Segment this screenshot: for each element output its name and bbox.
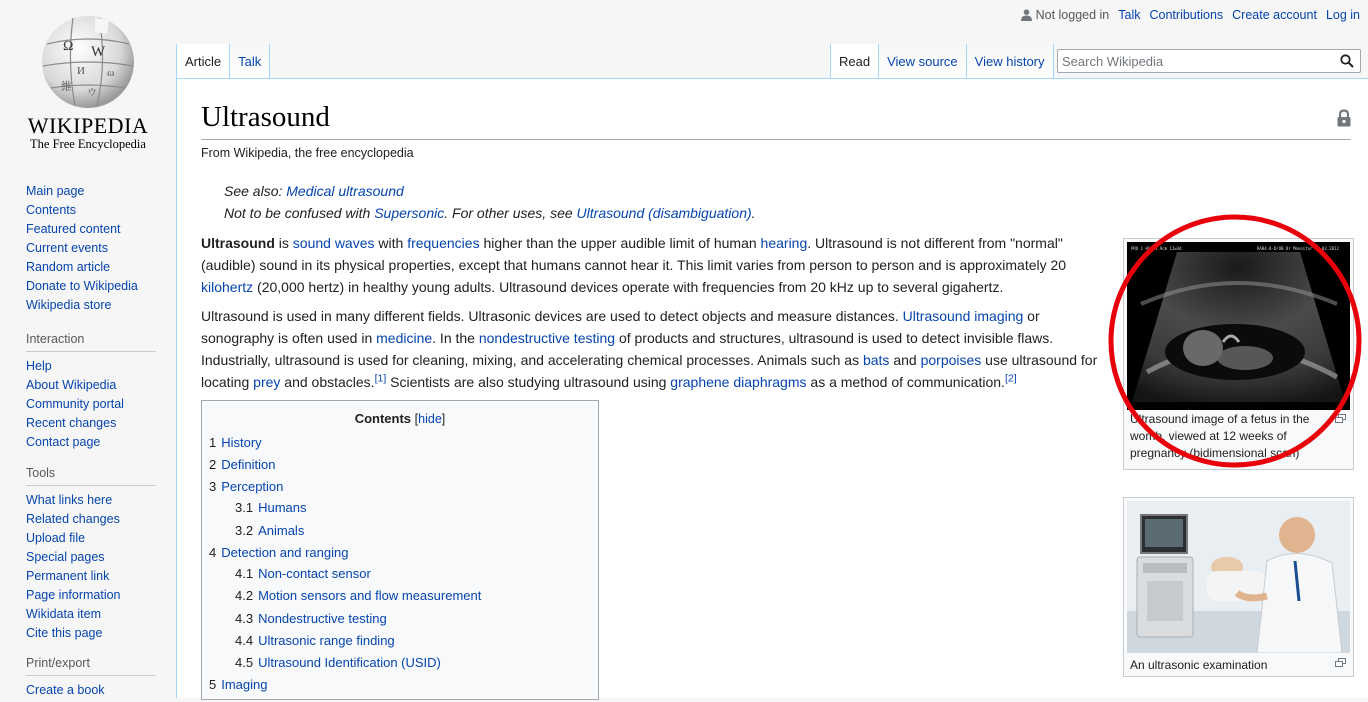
hatnote-text: . For other uses, see <box>444 205 577 221</box>
sidebar-heading-tools: Tools <box>26 466 156 486</box>
sidebar-item-contents[interactable]: Contents <box>26 203 77 217</box>
svg-text:ω: ω <box>107 67 115 79</box>
sidebar-item-community-portal[interactable]: Community portal <box>26 397 124 411</box>
svg-text:И: И <box>77 65 85 77</box>
ultrasound-scan-image[interactable] <box>1127 242 1350 410</box>
reference-2[interactable]: [2] <box>1004 372 1017 385</box>
link-porpoises[interactable]: porpoises <box>920 352 982 368</box>
svg-text:維: 維 <box>61 80 72 93</box>
sidebar-tools <box>26 466 156 645</box>
text: (20,000 hertz) in healthy young adults. Ultrasound devices operate with frequencies from 20 kHz up to several gigahertz. <box>253 279 1004 295</box>
hatnote-text: . <box>751 205 756 221</box>
toc-num: 3 <box>209 479 217 494</box>
toc-num: 4.4 <box>235 633 254 648</box>
sidebar-item-store[interactable]: Wikipedia store <box>26 298 112 312</box>
text: of products and structures, ultrasound is used to detect invisible flaws. Industrially, ultrasound is used for cleaning, mixing, and accelerating chemical processes. Animals such as <box>201 330 1054 368</box>
toc-item-animals[interactable] <box>235 522 304 540</box>
toc-item-detection[interactable] <box>209 544 348 562</box>
user-icon <box>1021 9 1032 21</box>
toc-num: 4.3 <box>235 611 254 626</box>
link-nondestructive-testing[interactable]: nondestructive testing <box>478 330 616 346</box>
toc-num: 5 <box>209 677 217 692</box>
figure-ultrasonic-examination <box>1123 497 1354 677</box>
sidebar-heading-print: Print/export <box>26 656 156 676</box>
namespace-tabs <box>176 44 270 78</box>
toc-item-definition[interactable] <box>209 456 275 474</box>
text: or sonography is often used in <box>201 308 1040 346</box>
sidebar-item-upload-file[interactable]: Upload file <box>26 531 86 545</box>
toc-link[interactable]: History <box>221 435 262 450</box>
link-disambiguation[interactable]: Ultrasound (disambiguation) <box>576 205 752 221</box>
tab-read[interactable]: Read <box>830 44 878 78</box>
sidebar-item-contact-page[interactable]: Contact page <box>26 435 101 449</box>
sidebar-item-page-information[interactable]: Page information <box>26 588 121 602</box>
toc-num: 1 <box>209 435 217 450</box>
search-input[interactable] <box>1062 52 1332 70</box>
talk-link[interactable]: Talk <box>1118 8 1141 22</box>
enlarge-icon[interactable] <box>1335 414 1346 423</box>
text: and obstacles. <box>280 374 375 390</box>
enlarge-icon[interactable] <box>1335 658 1346 667</box>
search-icon[interactable] <box>1340 54 1354 68</box>
figure-caption: Ultrasound image of a fetus in the womb, viewed at 12 weeks of pregnancy (bidimensional scan) <box>1130 412 1310 460</box>
toc-item-history[interactable] <box>209 434 262 452</box>
tagline: The Free Encyclopedia <box>30 137 146 151</box>
personal-tools <box>1021 8 1360 22</box>
sidebar-item-recent-changes[interactable]: Recent changes <box>26 416 117 430</box>
hatnote-see-also <box>224 183 404 199</box>
site-subtitle: From Wikipedia, the free encyclopedia <box>201 146 414 160</box>
text: as a method of communication. <box>806 374 1005 390</box>
view-tabs <box>830 44 1054 78</box>
lock-icon[interactable] <box>1337 109 1351 127</box>
link-hearing[interactable]: hearing <box>760 235 808 251</box>
sidebar-item-permanent-link[interactable]: Permanent link <box>26 569 110 583</box>
article-content <box>176 78 1368 698</box>
sidebar-item-random-article[interactable]: Random article <box>26 260 111 274</box>
not-logged-in-label: Not logged in <box>1035 8 1110 22</box>
svg-text:ウ: ウ <box>87 88 97 99</box>
toc-num: 4.5 <box>235 655 254 670</box>
text: . In the <box>432 330 479 346</box>
paragraph-uses <box>201 305 1103 393</box>
toc-item-non-contact[interactable] <box>235 565 371 583</box>
toc-item-nondestructive[interactable] <box>235 610 387 628</box>
reference-1[interactable]: [1] <box>374 372 387 385</box>
toc-item-range-finding[interactable] <box>235 632 395 650</box>
toc-item-humans[interactable] <box>235 499 307 517</box>
toc-num: 2 <box>209 457 217 472</box>
toc-title: Contents <box>354 411 412 426</box>
create-account-link[interactable]: Create account <box>1232 8 1317 22</box>
toc-num: 4.1 <box>235 566 254 581</box>
tab-talk[interactable]: Talk <box>229 44 270 78</box>
link-frequencies[interactable]: frequencies <box>407 235 480 251</box>
text: and <box>889 352 921 368</box>
log-in-link[interactable]: Log in <box>1325 8 1360 22</box>
toc-link[interactable]: Non-contact sensor <box>258 566 371 581</box>
figure-caption: An ultrasonic examination <box>1130 658 1268 672</box>
toc-item-imaging[interactable] <box>209 676 267 694</box>
toc-item-perception[interactable] <box>209 478 283 496</box>
link-supersonic[interactable]: Supersonic <box>374 205 445 221</box>
link-prey[interactable]: prey <box>253 374 281 390</box>
link-medicine[interactable]: medicine <box>376 330 433 346</box>
link-medical-ultrasound[interactable]: Medical ultrasound <box>286 183 404 199</box>
hatnote-text: Not to be confused with <box>224 205 375 221</box>
toc-link[interactable]: Animals <box>258 523 305 538</box>
toc-item-usid[interactable] <box>235 654 441 672</box>
toc-num: 4.2 <box>235 588 254 603</box>
sidebar-interaction <box>26 332 156 454</box>
sidebar-item-featured-content[interactable]: Featured content <box>26 222 121 236</box>
ultrasonic-exam-photo[interactable] <box>1127 501 1350 653</box>
wordmark: WIKIPEDIA <box>27 113 149 138</box>
hatnote-text: See also: <box>224 183 287 199</box>
tab-view-history[interactable]: View history <box>966 44 1054 78</box>
text: with <box>374 235 408 251</box>
text: is <box>274 235 293 251</box>
sidebar-item-related-changes[interactable]: Related changes <box>26 512 120 526</box>
sidebar-navigation <box>26 184 156 317</box>
sidebar-item-current-events[interactable]: Current events <box>26 241 108 255</box>
wikipedia-logo[interactable] <box>0 0 176 160</box>
link-sound-waves[interactable]: sound waves <box>292 235 375 251</box>
toc-link[interactable]: Definition <box>221 457 276 472</box>
figure-fetus-ultrasound <box>1123 238 1354 470</box>
sidebar-item-what-links-here[interactable]: What links here <box>26 493 113 507</box>
link-ultrasound-imaging[interactable]: Ultrasound imaging <box>902 308 1024 324</box>
contributions-link[interactable]: Contributions <box>1149 8 1224 22</box>
toc-link[interactable]: Detection and ranging <box>221 545 349 560</box>
text: . Ultrasound is not different from "normal" (audible) sound in its physical properties, except that humans cannot hear it. This limit varies from person to person and is approximately 20 <box>201 235 1067 273</box>
tab-article[interactable]: Article <box>176 44 229 78</box>
svg-text:RAB4-8-D/OB Dr Monoitor 02.02: RAB4-8-D/OB Dr Monoitor 02.02.2012 <box>1257 246 1339 251</box>
hatnote-not-confused <box>224 205 756 221</box>
toc-num: 3.1 <box>235 500 254 515</box>
sidebar-item-main-page[interactable]: Main page <box>26 184 85 198</box>
text: Ultrasound is used in many different fields. Ultrasonic devices are used to detect objects and measure distances. <box>201 308 903 324</box>
text: higher than the upper audible limit of human <box>479 235 761 251</box>
page-title: Ultrasound <box>201 99 1351 140</box>
toc-link[interactable]: Nondestructive testing <box>258 611 387 626</box>
paragraph-intro <box>201 232 1103 298</box>
puzzle-globe-icon <box>37 14 139 110</box>
link-bats[interactable]: bats <box>862 352 890 368</box>
table-of-contents <box>201 400 599 700</box>
toc-link[interactable]: Imaging <box>221 677 268 692</box>
tab-view-source[interactable]: View source <box>878 44 966 78</box>
text: use ultrasound for locating <box>201 352 1098 390</box>
svg-text:Ω: Ω <box>63 39 74 54</box>
text: Scientists are also studying ultrasound using <box>386 374 671 390</box>
sidebar-heading-interaction: Interaction <box>26 332 156 352</box>
toc-num: 3.2 <box>235 523 254 538</box>
sidebar-print-export <box>26 656 156 702</box>
toc-bracket: ] <box>441 412 446 426</box>
toc-link[interactable]: Ultrasonic range finding <box>258 633 395 648</box>
toc-link[interactable]: Perception <box>221 479 284 494</box>
bold-term: Ultrasound <box>201 235 275 251</box>
sidebar-item-create-book[interactable]: Create a book <box>26 683 105 697</box>
toc-link[interactable]: Ultrasound Identification (USID) <box>258 655 441 670</box>
toc-link[interactable]: Humans <box>258 500 307 515</box>
sidebar-item-help[interactable]: Help <box>26 359 52 373</box>
toc-bracket: [ <box>414 412 419 426</box>
sidebar-item-special-pages[interactable]: Special pages <box>26 550 105 564</box>
link-kilohertz[interactable]: kilohertz <box>201 279 254 295</box>
not-logged-in <box>1021 8 1110 22</box>
sidebar-item-wikidata-item[interactable]: Wikidata item <box>26 607 102 621</box>
toc-header <box>202 411 598 426</box>
link-graphene-diaphragms[interactable]: graphene diaphragms <box>670 374 807 390</box>
toc-num: 4 <box>209 545 217 560</box>
sidebar-item-donate[interactable]: Donate to Wikipedia <box>26 279 138 293</box>
toc-link[interactable]: Motion sensors and flow measurement <box>258 588 482 603</box>
search-box <box>1057 49 1361 73</box>
svg-text:PRO 1 HSS 1.9cm 12w3d: PRO 1 HSS 1.9cm 12w3d <box>1131 246 1182 251</box>
toc-item-motion-sensors[interactable] <box>235 587 481 605</box>
sidebar-item-cite-this-page[interactable]: Cite this page <box>26 626 103 640</box>
svg-text:W: W <box>91 44 106 60</box>
toc-hide-toggle[interactable]: hide <box>418 412 442 426</box>
sidebar-item-about[interactable]: About Wikipedia <box>26 378 117 392</box>
